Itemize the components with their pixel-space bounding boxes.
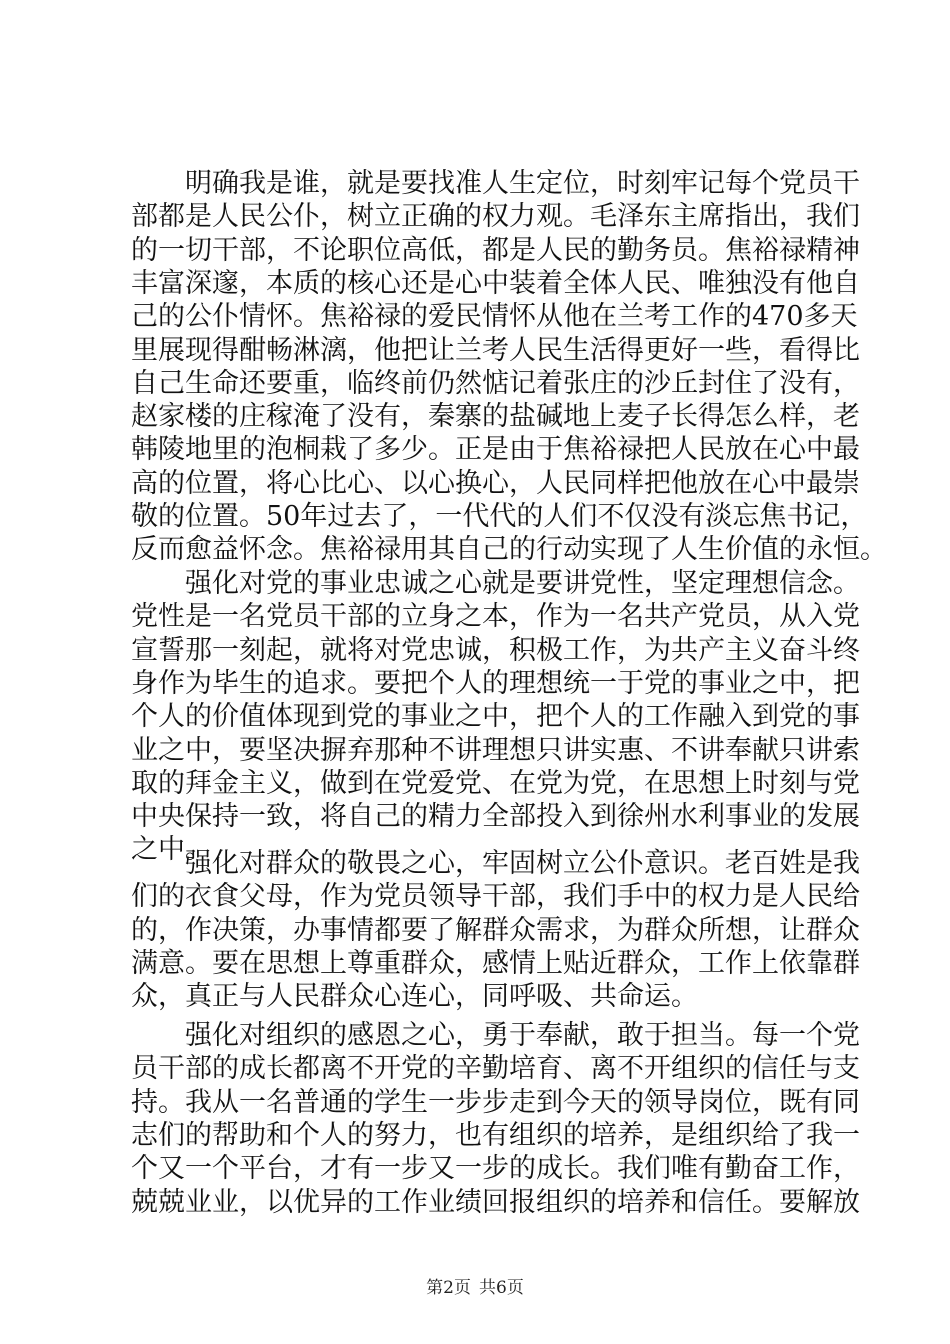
paragraph-line: 之中。 xyxy=(131,834,212,866)
paragraph-first-line: 明确我是谁，就是要找准人生定位，时刻牢记每个党员干 xyxy=(185,168,860,199)
page-total: 共6页 xyxy=(479,1278,524,1298)
paragraph-line: 员干部的成长都离不开党的辛勤培育、离不开组织的信任与支 xyxy=(131,1053,860,1085)
paragraph-line: 自己生命还要重，临终前仍然惦记着张庄的沙丘封住了没有， xyxy=(131,367,860,399)
page-footer xyxy=(0,1273,950,1298)
paragraph-line: 赵家楼的庄稼淹了没有，秦寨的盐碱地上麦子长得怎么样，老 xyxy=(131,401,860,433)
paragraph-line: 宣誓那一刻起，就将对党忠诚，积极工作，为共产主义奋斗终 xyxy=(131,634,860,666)
paragraph-line: 众，真正与人民群众心连心，同呼吸、共命运。 xyxy=(131,981,698,1013)
paragraph-line: 部都是人民公仆，树立正确的权力观。毛泽东主席指出，我们 xyxy=(131,201,860,233)
paragraph-line: 满意。要在思想上尊重群众，感情上贴近群众，工作上依靠群 xyxy=(131,947,860,979)
paragraph-line: 志们的帮助和个人的努力，也有组织的培养，是组织给了我一 xyxy=(131,1119,860,1151)
paragraph-line: 己的公仆情怀。焦裕禄的爱民情怀从他在兰考工作的470多天 xyxy=(131,301,858,333)
paragraph-line: 里展现得酣畅淋漓，他把让兰考人民生活得更好一些，看得比 xyxy=(131,334,860,366)
paragraph-first-line: 强化对组织的感恩之心，勇于奉献，敢于担当。每一个党 xyxy=(185,1020,860,1051)
paragraph-line: 取的拜金主义，做到在党爱党、在党为党，在思想上时刻与党 xyxy=(131,767,860,799)
paragraph-line: 个人的价值体现到党的事业之中，把个人的工作融入到党的事 xyxy=(131,701,860,733)
paragraph-line: 兢兢业业，以优异的工作业绩回报组织的培养和信任。要解放 xyxy=(131,1186,860,1218)
paragraph-line: 反而愈益怀念。焦裕禄用其自己的行动实现了人生价值的永恒。 xyxy=(131,534,887,566)
paragraph-line: 中央保持一致，将自己的精力全部投入到徐州水利事业的发展 xyxy=(131,801,860,833)
paragraph-line: 韩陵地里的泡桐栽了多少。正是由于焦裕禄把人民放在心中最 xyxy=(131,434,860,466)
page-number: 第2页 xyxy=(426,1278,471,1298)
paragraph-line: 的一切干部，不论职位高低，都是人民的勤务员。焦裕禄精神 xyxy=(131,234,860,266)
paragraph-line: 党性是一名党员干部的立身之本，作为一名共产党员，从入党 xyxy=(131,601,860,633)
paragraph-line: 业之中，要坚决摒弃那种不讲理想只讲实惠、不讲奉献只讲索 xyxy=(131,734,860,766)
paragraph-first-line: 强化对党的事业忠诚之心就是要讲党性，坚定理想信念。 xyxy=(185,568,860,599)
paragraph-line: 丰富深邃，本质的核心还是心中装着全体人民、唯独没有他自 xyxy=(131,267,860,299)
paragraph-line: 身作为毕生的追求。要把个人的理想统一于党的事业之中，把 xyxy=(131,667,860,699)
paragraph-line: 高的位置，将心比心、以心换心，人民同样把他放在心中最崇 xyxy=(131,467,860,499)
paragraph-first-line: 强化对群众的敬畏之心，牢固树立公仆意识。老百姓是我 xyxy=(185,848,860,879)
paragraph-line: 敬的位置。50年过去了，一代代的人们不仅没有淡忘焦书记， xyxy=(131,501,868,532)
paragraph-line: 个又一个平台，才有一步又一步的成长。我们唯有勤奋工作， xyxy=(131,1153,860,1185)
paragraph-line: 们的衣食父母，作为党员领导干部，我们手中的权力是人民给 xyxy=(131,881,860,913)
paragraph-line: 的，作决策，办事情都要了解群众需求，为群众所想，让群众 xyxy=(131,914,860,946)
paragraph-line: 持。我从一名普通的学生一步步走到今天的领导岗位，既有同 xyxy=(131,1086,860,1118)
